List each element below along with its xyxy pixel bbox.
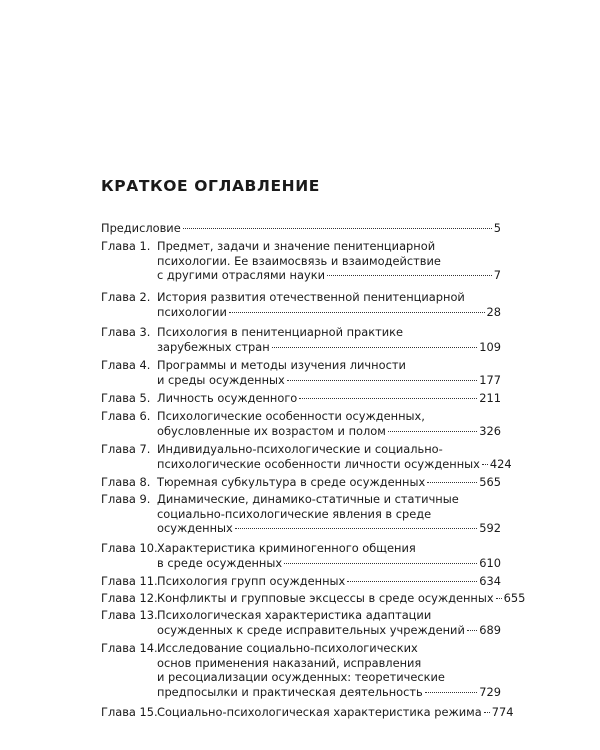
toc-entry-chapter-14[interactable]: [101, 641, 501, 699]
toc-page-number: 592: [479, 521, 501, 536]
toc-entry-chapter-9[interactable]: [101, 492, 501, 536]
toc-entry-chapter-15[interactable]: [101, 705, 514, 720]
toc-page-number: 28: [486, 304, 501, 319]
toc-page-number: 774: [491, 705, 514, 719]
toc-entry-line: Характеристика криминогенного общения: [157, 541, 416, 555]
leader-dots: [299, 398, 477, 399]
toc-entry-chapter-1[interactable]: [101, 239, 501, 283]
toc-entry-line: и ресоциализации осужденных: теоретические: [157, 670, 445, 685]
leader-dots: [467, 630, 477, 631]
toc-entry-title: и среды осужденных: [157, 372, 285, 387]
leader-dots: [183, 228, 492, 229]
leader-dots: [287, 380, 477, 381]
toc-entry-chapter-10[interactable]: [101, 541, 501, 570]
toc-entry-line: основ применения наказаний, исправления: [157, 655, 422, 670]
toc-entry-chapter-8[interactable]: [101, 475, 501, 490]
chapter-label: Глава 2.: [101, 290, 151, 304]
toc-entry-title: психологии: [157, 304, 227, 319]
toc-entry-line: Программы и методы изучения личности: [157, 358, 406, 372]
leader-dots: [388, 431, 477, 432]
toc-page-number: 326: [479, 423, 501, 438]
chapter-label: Глава 14.: [101, 641, 158, 655]
toc-page-number: 689: [479, 622, 501, 637]
toc-entry-title: зарубежных стран: [157, 339, 270, 354]
toc-entry-title: Конфликты и групповые эксцессы в среде осужденных: [157, 591, 494, 605]
toc-entry-preface[interactable]: [101, 221, 501, 236]
toc-entry-line: Психология в пенитенциарной практике: [157, 325, 404, 339]
toc-entry-line: Динамические, динамико-статичные и статичные: [157, 492, 459, 506]
chapter-label: Глава 13.: [101, 608, 158, 622]
toc-entry-line: Психологическая характеристика адаптации: [157, 608, 432, 622]
toc-entry-chapter-3[interactable]: [101, 325, 501, 354]
toc-entry-line: Психологические особенности осужденных,: [157, 409, 425, 423]
chapter-label: Глава 12.: [101, 591, 158, 605]
chapter-label: Глава 10.: [101, 541, 158, 555]
leader-dots: [229, 312, 485, 313]
chapter-label: Глава 5.: [101, 391, 151, 405]
toc-entry-line: социально-психологические явления в среде: [157, 506, 432, 521]
toc-page-number: 177: [479, 372, 501, 387]
leader-dots: [496, 598, 502, 599]
toc-entry-title: Психология групп осужденных: [157, 574, 346, 588]
toc-entry-chapter-6[interactable]: [101, 409, 501, 438]
page-title: КРАТКОЕ ОГЛАВЛЕНИЕ: [101, 177, 320, 195]
toc-page-number: 729: [479, 684, 501, 699]
leader-dots: [427, 482, 477, 483]
chapter-label: Глава 4.: [101, 358, 151, 372]
toc-entry-title: Тюремная субкультура в среде осужденных: [157, 475, 426, 489]
leader-dots: [327, 275, 492, 276]
leader-dots: [284, 563, 477, 564]
toc-entry-title: осужденных: [157, 521, 233, 536]
chapter-label: Глава 8.: [101, 475, 151, 489]
toc-entry-title: с другими отраслями науки: [157, 268, 326, 283]
chapter-label: Глава 9.: [101, 492, 151, 506]
toc-entry-title: предпосылки и практическая деятельность: [157, 684, 423, 699]
toc-entry-chapter-4[interactable]: [101, 358, 501, 387]
leader-dots: [425, 692, 478, 693]
toc-entry-title: обусловленные их возрастом и полом: [157, 423, 386, 438]
toc-entry-chapter-7[interactable]: [101, 442, 512, 471]
toc-page-number: 655: [503, 591, 526, 605]
toc-entry-chapter-2[interactable]: [101, 290, 501, 319]
chapter-label: Глава 3.: [101, 325, 151, 339]
leader-dots: [347, 581, 477, 582]
leader-dots: [272, 347, 478, 348]
toc-entry-title: Социально-психологическая характеристика режима: [157, 705, 482, 719]
toc-entry-title: осужденных к среде исправительных учреждений: [157, 622, 465, 637]
toc-page-number: 634: [479, 574, 501, 588]
chapter-label: Глава 11.: [101, 574, 158, 588]
toc-entry-chapter-11[interactable]: [101, 574, 501, 589]
leader-dots: [482, 464, 488, 465]
toc-entry-title: психологические особенности личности осужденных: [157, 456, 480, 471]
toc-page-number: 424: [489, 456, 512, 471]
toc-entry-line: Индивидуально-психологические и социально-: [157, 442, 443, 456]
toc-page-number: 211: [479, 391, 501, 405]
toc-page-number: 109: [479, 339, 501, 354]
toc-page-number: 7: [493, 268, 501, 283]
toc-entry-title: Предисловие: [101, 221, 181, 235]
chapter-label: Глава 1.: [101, 239, 151, 253]
leader-dots: [484, 712, 490, 713]
toc-entry-chapter-13[interactable]: [101, 608, 501, 637]
leader-dots: [235, 528, 478, 529]
toc-entry-line: Исследование социально-психологических: [157, 641, 418, 655]
toc-entry-line: Предмет, задачи и значение пенитенциарной: [157, 239, 436, 253]
toc-page-number: 565: [479, 475, 501, 489]
chapter-label: Глава 6.: [101, 409, 151, 423]
toc-entry-line: История развития отечественной пенитенциарной: [157, 290, 465, 304]
toc-page-number: 610: [479, 555, 501, 570]
toc-entry-chapter-5[interactable]: [101, 391, 501, 406]
toc-entry-chapter-12[interactable]: [101, 591, 526, 606]
toc-entry-title: Личность осужденного: [157, 391, 298, 405]
toc-entry-title: в среде осужденных: [157, 555, 283, 570]
chapter-label: Глава 7.: [101, 442, 151, 456]
toc-page-number: 5: [493, 221, 501, 235]
chapter-label: Глава 15.: [101, 705, 158, 719]
toc-entry-line: психологии. Ее взаимосвязь и взаимодействие: [157, 253, 441, 268]
